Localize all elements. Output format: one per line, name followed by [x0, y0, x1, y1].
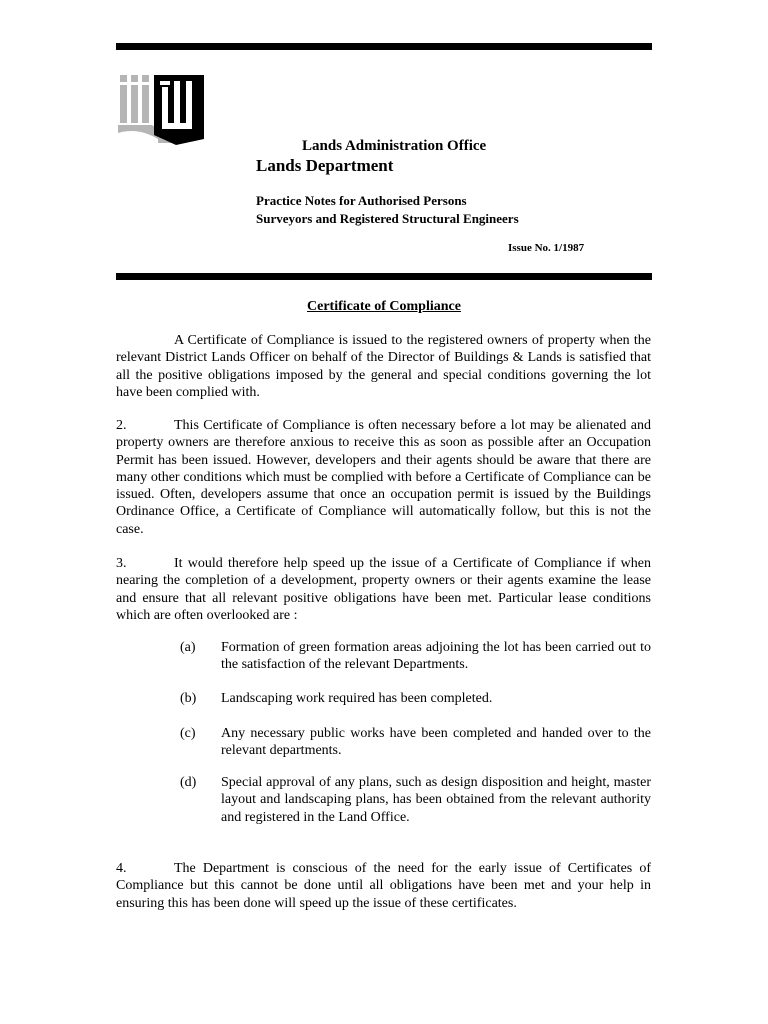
list-item-marker: (c) — [180, 726, 196, 741]
paragraph-1 — [116, 332, 651, 401]
paragraph-2 — [116, 417, 651, 538]
practice-line-2: Surveyors and Registered Structural Engineers — [256, 211, 519, 226]
list-item-marker: (a) — [180, 640, 196, 655]
paragraph-4-text: The Department is conscious of the need for the early issue of Certificates of Compliance but this cannot be done until all obligations have been met and your help in ensuring this has been done will speed up the issue of these certificates. — [116, 861, 651, 911]
practice-line-1: Practice Notes for Authorised Persons — [256, 193, 467, 208]
issue-number: Issue No. 1/1987 — [508, 242, 585, 254]
paragraph-2-text: This Certificate of Compliance is often necessary before a lot may be alienated and property owners are therefore anxious to receive this as soon as possible after an Occupation Permit has been issued. However, developers and their agents should be aware that there are many other conditions which must be complied with before a Certificate of Compliance can be issued. Often, developers assume that once an occupation permit is issued by the Buildings Ordinance Office, a Certificate of Compliance will automatically follow, but this is not the case. — [116, 418, 651, 537]
office-name: Lands Administration Office — [302, 138, 487, 154]
paragraph-3-number: 3. — [116, 556, 127, 571]
list-item-marker: (d) — [180, 775, 197, 790]
lands-department-logo — [118, 73, 206, 147]
paragraph-2-number: 2. — [116, 418, 127, 433]
paragraph-1-text: A Certificate of Compliance is issued to the registered owners of property when the relevant District Lands Officer on behalf of the Director of Buildings & Lands is satisfied that all the positive obligations imposed by the general and special conditions governing the lot have been complied with. — [116, 333, 651, 400]
list-item-text: Landscaping work required has been completed. — [221, 691, 493, 706]
document-title: Certificate of Compliance — [307, 299, 461, 314]
top-rule — [116, 43, 652, 50]
paragraph-4-number: 4. — [116, 861, 127, 876]
list-item-marker: (b) — [180, 691, 197, 706]
paragraph-4 — [116, 860, 651, 912]
practice-notes-heading — [256, 192, 519, 228]
department-name: Lands Department — [256, 156, 394, 175]
paragraph-3-text: It would therefore help speed up the issue of a Certificate of Compliance if when nearing the completion of a development, property owners or their agents examine the lease and ensure that all relevant positive obligations have been met. Particular lease conditions which are often overlooked are : — [116, 556, 651, 623]
list-item-text: Formation of green formation areas adjoining the lot has been carried out to the satisfaction of the relevant Departments. — [221, 640, 651, 673]
list-item-text: Any necessary public works have been completed and handed over to the relevant departments. — [221, 726, 651, 759]
section-rule — [116, 273, 652, 280]
paragraph-3 — [116, 555, 651, 624]
list-item-text: Special approval of any plans, such as design disposition and height, master layout and landscaping plans, has been obtained from the relevant authority and registered in the Land Office. — [221, 775, 651, 825]
